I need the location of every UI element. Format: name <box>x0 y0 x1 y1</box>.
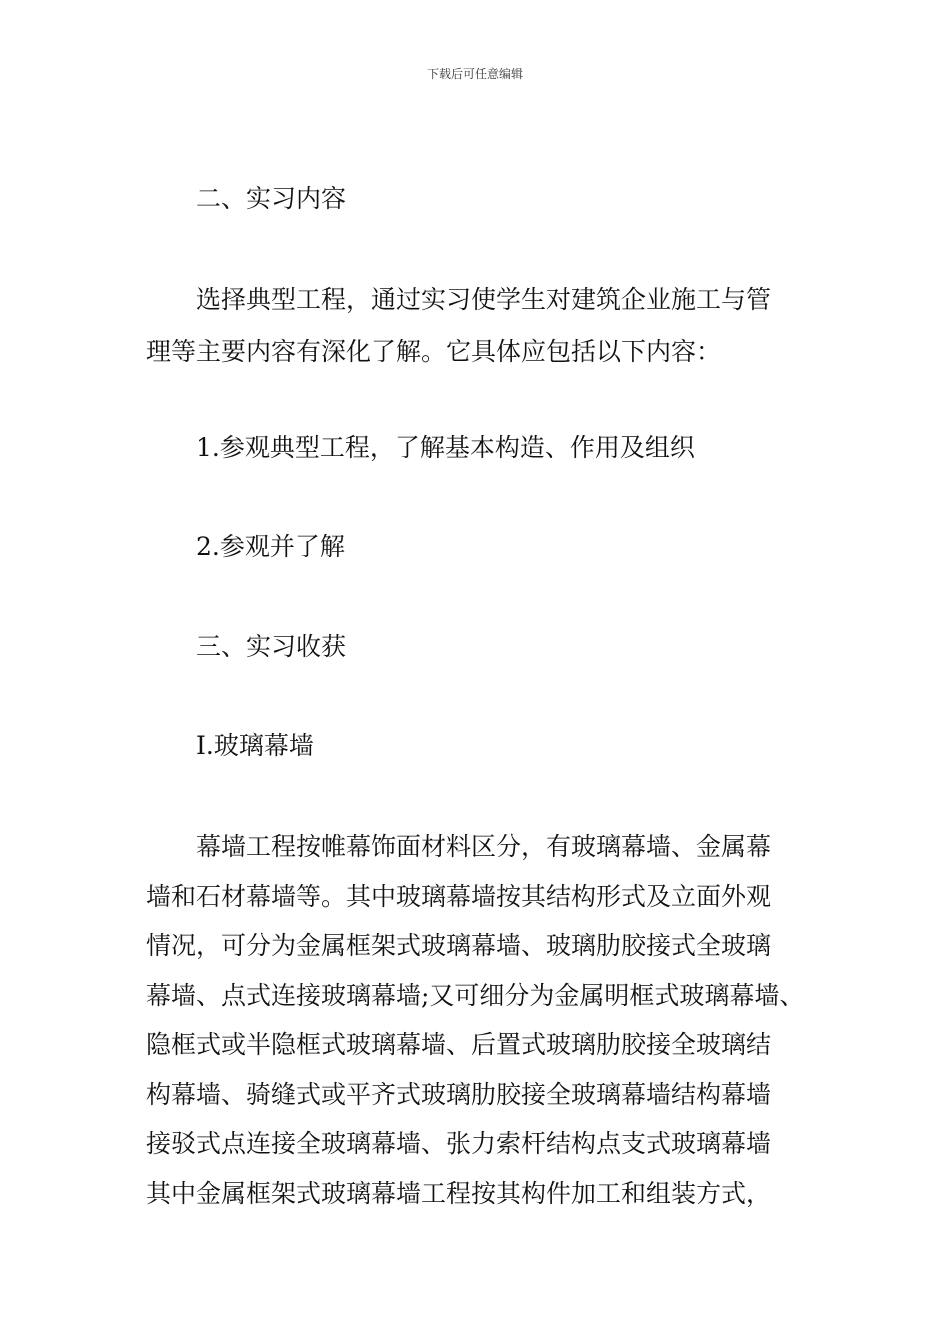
paragraph-line-1: 幕墙工程按帷幕饰面材料区分，有玻璃幕墙、金属幕 <box>196 832 772 861</box>
intro-line-1: 选择典型工程，通过实习使学生对建筑企业施工与管 <box>196 285 772 314</box>
paragraph-line-7: 接驳式点连接全玻璃幕墙、张力索杆结构点支式玻璃幕墙 <box>146 1129 772 1158</box>
paragraph-line-2: 墙和石材幕墙等。其中玻璃幕墙按其结构形式及立面外观 <box>146 882 772 911</box>
section-heading-practice-gains: 三、实习收获 <box>196 632 347 661</box>
paragraph-line-3: 情况，可分为金属框架式玻璃幕墙、玻璃肋胶接式全玻璃 <box>146 931 772 960</box>
intro-line-2: 理等主要内容有深化了解。它具体应包括以下内容： <box>146 337 722 366</box>
list-item-2: 2.参观并了解 <box>196 532 345 561</box>
subsection-heading-glass-curtain-wall: I.玻璃幕墙 <box>196 731 314 760</box>
page-header-note: 下载后可任意编辑 <box>426 67 523 81</box>
list-item-1: 1.参观典型工程，了解基本构造、作用及组织 <box>196 433 695 462</box>
paragraph-line-6: 构幕墙、骑缝式或平齐式玻璃肋胶接全玻璃幕墙结构幕墙 <box>146 1080 772 1109</box>
paragraph-line-8: 其中金属框架式玻璃幕墙工程按其构件加工和组装方式， <box>146 1179 772 1208</box>
section-heading-practice-content: 二、实习内容 <box>196 184 347 213</box>
paragraph-line-5: 隐框式或半隐框式玻璃幕墙、后置式玻璃肋胶接全玻璃结 <box>146 1030 772 1059</box>
paragraph-line-4: 幕墙、点式连接玻璃幕墙;又可细分为金属明框式玻璃幕墙、 <box>146 981 805 1010</box>
